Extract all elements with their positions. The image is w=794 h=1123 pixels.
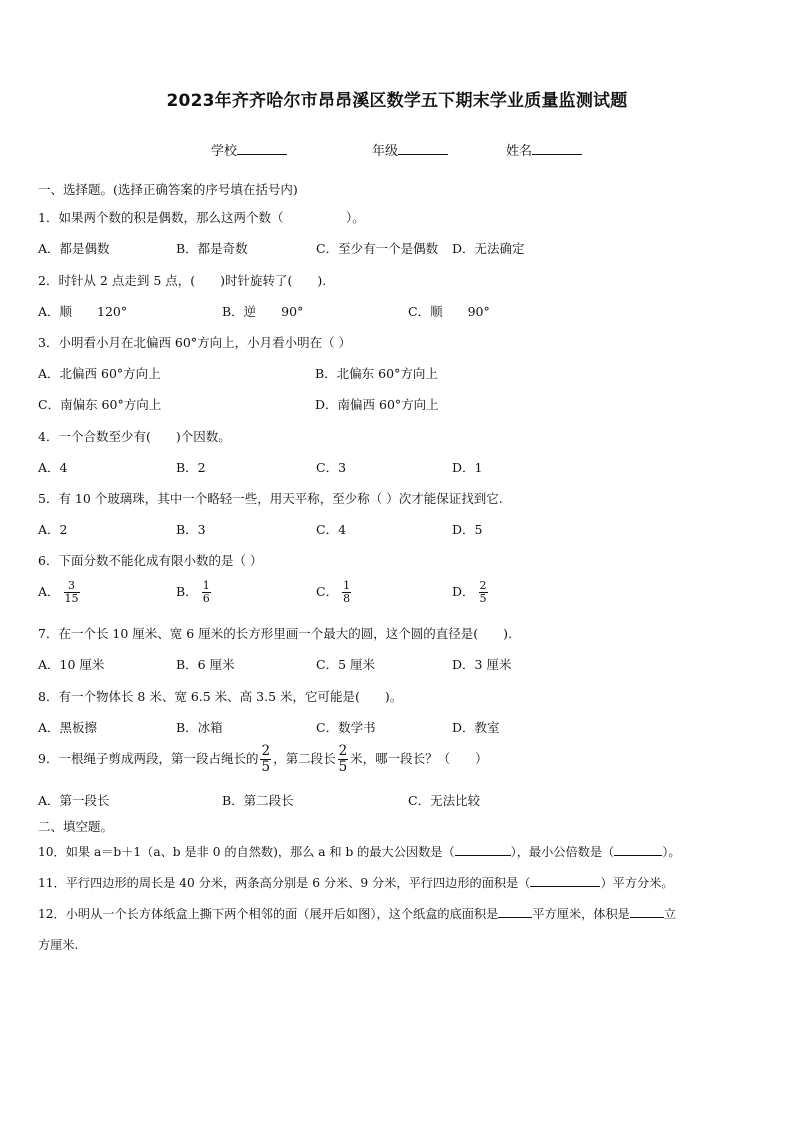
question-5: 5．有 10 个玻璃珠，其中一个略轻一些，用天平称，至少称（ ）次才能保证找到它. <box>38 491 503 506</box>
question-7: 7．在一个长 10 厘米、宽 6 厘米的长方形里画一个最大的圆，这个圆的直径是( ). <box>38 626 512 641</box>
q3-option-d[interactable]: D．南偏西 60°方向上 <box>315 397 439 412</box>
q9-text-1: 9．一根绳子剪成两段，第一段占绳长的 <box>38 751 259 766</box>
question-11 <box>38 874 674 891</box>
q1-option-b[interactable]: B．都是奇数 <box>176 241 248 256</box>
name-field <box>506 140 582 159</box>
section-heading-choice: 一、选择题。(选择正确答案的序号填在括号内) <box>38 182 298 197</box>
q9-fraction-1 <box>260 744 271 775</box>
question-4: 4．一个合数至少有( )个因数。 <box>38 429 231 444</box>
q6-option-b-label: B． <box>176 584 198 599</box>
q8-option-a[interactable]: A．黑板擦 <box>38 720 98 735</box>
school-blank[interactable] <box>237 142 287 155</box>
fraction-numerator: 2 <box>261 743 271 759</box>
q11-text-2: ）平方分米。 <box>600 876 674 890</box>
school-label: 学校 <box>211 144 238 159</box>
q11-text-1: 11．平行四边形的周长是 40 分米，两条高分别是 6 分米、9 分米，平行四边形的面积是（ <box>38 876 531 890</box>
question-9 <box>38 744 488 775</box>
fraction-numerator: 1 <box>343 579 351 592</box>
q10-answer-blank-1[interactable] <box>455 843 511 856</box>
q1-option-d[interactable]: D．无法确定 <box>452 241 525 256</box>
question-12 <box>38 905 676 922</box>
q1-option-c[interactable]: C．至少有一个是偶数 <box>316 241 439 256</box>
q2-option-b[interactable]: B．逆 90° <box>222 304 304 319</box>
fraction-numerator: 3 <box>64 580 80 593</box>
q7-option-b[interactable]: B．6 厘米 <box>176 657 235 672</box>
q8-option-c[interactable]: C．数学书 <box>316 720 376 735</box>
q4-option-d[interactable]: D．1 <box>452 460 483 475</box>
question-1: 1．如果两个数的积是偶数，那么这两个数（ ）。 <box>38 210 365 225</box>
school-field <box>211 140 287 159</box>
q4-option-a[interactable]: A．4 <box>38 460 68 475</box>
grade-label: 年级 <box>372 144 399 159</box>
q10-text-1: 10．如果 a＝b＋1（a、b 是非 0 的自然数)，那么 a 和 b 的最大公因数是（ <box>38 845 455 859</box>
grade-field <box>372 140 448 159</box>
q6-option-a-fraction <box>64 580 80 605</box>
grade-blank[interactable] <box>398 142 448 155</box>
page-title: 2023年齐齐哈尔市昂昂溪区数学五下期末学业质量监测试题 <box>166 91 628 111</box>
name-label: 姓名 <box>506 144 533 159</box>
fraction-numerator: 1 <box>202 579 210 592</box>
section-heading-fill-in: 二、填空题。 <box>38 819 114 834</box>
question-10 <box>38 843 681 860</box>
q6-option-a[interactable] <box>38 580 80 605</box>
q9-option-c[interactable]: C．无法比较 <box>408 793 481 808</box>
q8-option-b[interactable]: B．冰箱 <box>176 720 223 735</box>
q3-option-a[interactable]: A．北偏西 60°方向上 <box>38 366 161 381</box>
q5-option-d[interactable]: D．5 <box>452 522 483 537</box>
q9-option-b[interactable]: B．第二段长 <box>222 793 294 808</box>
q6-option-d-label: D． <box>452 584 475 599</box>
q6-option-c-label: C． <box>316 584 339 599</box>
q6-option-c[interactable] <box>316 580 351 605</box>
q12-text-2: 平方厘米，体积是 <box>532 907 630 921</box>
q6-option-d[interactable] <box>452 580 488 605</box>
q1-option-a[interactable]: A．都是偶数 <box>38 241 110 256</box>
q6-option-b[interactable] <box>176 580 211 605</box>
question-12-continued: 方厘米. <box>38 938 79 952</box>
q3-option-c[interactable]: C．南偏东 60°方向上 <box>38 397 162 412</box>
q6-option-c-fraction <box>342 580 351 605</box>
q5-option-a[interactable]: A．2 <box>38 522 68 537</box>
q4-option-c[interactable]: C．3 <box>316 460 347 475</box>
fraction-denominator: 5 <box>261 759 271 775</box>
q10-answer-blank-2[interactable] <box>614 843 662 856</box>
question-8: 8．有一个物体长 8 米、宽 6.5 米、高 3.5 米，它可能是( )。 <box>38 689 403 704</box>
q9-text-3: 米，哪一段长？（ ） <box>350 751 488 766</box>
q7-option-c[interactable]: C．5 厘米 <box>316 657 375 672</box>
q5-option-b[interactable]: B．3 <box>176 522 206 537</box>
q12-text-3: 立 <box>663 907 677 921</box>
q8-option-d[interactable]: D．教室 <box>452 720 500 735</box>
q2-option-c[interactable]: C．顺 90° <box>408 304 490 319</box>
q9-fraction-2 <box>338 744 349 775</box>
q3-option-b[interactable]: B．北偏东 60°方向上 <box>315 366 438 381</box>
q12-answer-blank-2[interactable] <box>630 905 664 918</box>
fraction-denominator: 15 <box>64 592 79 605</box>
fraction-denominator: 6 <box>202 592 210 605</box>
q5-option-c[interactable]: C．4 <box>316 522 347 537</box>
question-3: 3．小明看小月在北偏西 60°方向上，小月看小明在（ ） <box>38 335 352 350</box>
fraction-denominator: 5 <box>479 592 487 605</box>
q9-text-2: ，第二段长 <box>273 751 336 766</box>
fraction-numerator: 2 <box>338 743 348 759</box>
fraction-numerator: 2 <box>479 579 487 592</box>
q10-text-2: ），最小公倍数是（ <box>510 845 615 859</box>
q10-text-3: ）。 <box>662 845 681 859</box>
q6-option-b-fraction <box>202 580 211 605</box>
q6-option-a-label: A． <box>38 584 60 599</box>
q7-option-d[interactable]: D．3 厘米 <box>452 657 512 672</box>
q2-option-a[interactable]: A．顺 120° <box>38 304 128 319</box>
q7-option-a[interactable]: A．10 厘米 <box>38 657 105 672</box>
question-6: 6．下面分数不能化成有限小数的是（ ） <box>38 553 263 568</box>
q11-answer-blank[interactable] <box>530 874 600 887</box>
name-blank[interactable] <box>532 142 582 155</box>
q12-text-1: 12．小明从一个长方体纸盒上撕下两个相邻的面（展开后如图），这个纸盒的底面积是 <box>38 907 499 921</box>
question-2: 2．时针从 2 点走到 5 点，( )时针旋转了( ). <box>38 273 327 288</box>
q4-option-b[interactable]: B．2 <box>176 460 206 475</box>
fraction-denominator: 8 <box>343 592 351 605</box>
fraction-denominator: 5 <box>338 759 348 775</box>
q6-option-d-fraction <box>479 580 488 605</box>
q9-option-a[interactable]: A．第一段长 <box>38 793 110 808</box>
q12-answer-blank-1[interactable] <box>498 905 532 918</box>
